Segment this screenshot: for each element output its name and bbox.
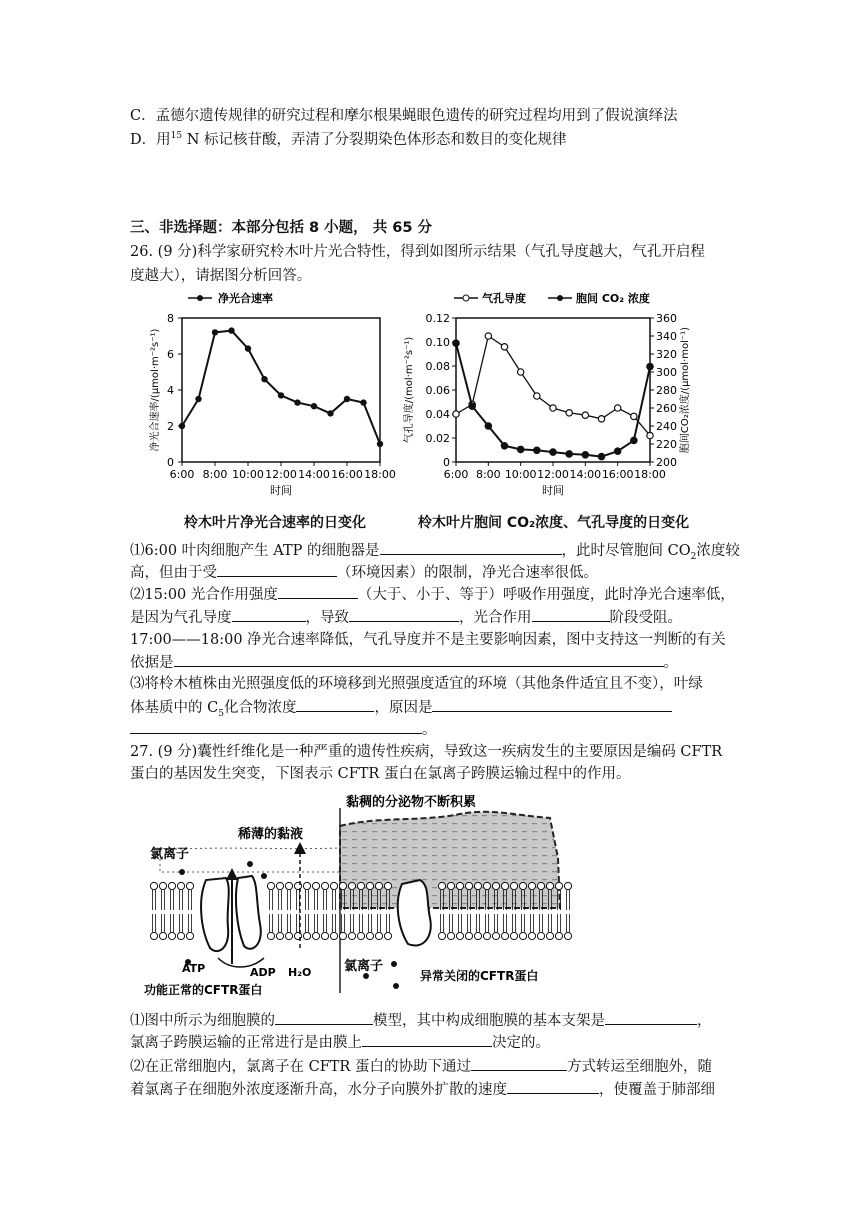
lipid-head [564, 882, 571, 889]
x-tick-label: 8:00 [202, 468, 228, 481]
q26-part2-line3: 17:00——18:00 净光合速率降低，气孔导度并不是主要影响因素，图中支持这一判断的有关 [130, 632, 726, 648]
legend-marker [463, 295, 469, 301]
data-point [245, 345, 251, 351]
lipid-head [465, 932, 472, 939]
lipid-head [159, 932, 166, 939]
answer-blank[interactable] [362, 1032, 492, 1047]
lipid-head [483, 932, 490, 939]
data-point [501, 344, 507, 350]
q26-part2-line4: 依据是 。 [130, 652, 678, 673]
q27-part1-line1: ⑴图中所示为细胞膜的 模型，其中构成细胞膜的基本支架是 ， [130, 1010, 712, 1031]
data-point [179, 423, 185, 429]
x-tick-label: 16:00 [601, 468, 634, 481]
y-right-tick-label: 340 [656, 330, 677, 343]
y-left-tick-label: 0.10 [425, 336, 450, 349]
abnormal-cftr-protein [398, 880, 431, 946]
lipid-head [537, 882, 544, 889]
data-point [598, 453, 604, 459]
data-point [453, 340, 459, 346]
y-right-tick-label: 300 [656, 366, 677, 379]
data-point [485, 333, 491, 339]
q27-part1-line2: 氯离子跨膜运输的正常进行是由膜上 决定的。 [130, 1032, 550, 1053]
y-right-tick-label: 280 [656, 384, 677, 397]
y-tick-label: 2 [167, 420, 174, 433]
chart2-caption: 柃木叶片胞间 CO₂浓度、气孔导度的日变化 [418, 515, 690, 531]
legend-label: 胞间 CO₂ 浓度 [576, 292, 650, 305]
data-point [598, 416, 604, 422]
q26-part2-line2: 是因为气孔导度 ，导致 ，光合作用 阶段受阻。 [130, 607, 682, 628]
data-point [566, 410, 572, 416]
chart1-caption: 柃木叶片净光合速率的日变化 [184, 515, 366, 531]
data-point [517, 446, 523, 452]
legend-marker [197, 295, 203, 301]
x-axis-label: 时间 [542, 484, 564, 497]
lipid-head [447, 882, 454, 889]
q26-part3-line1: ⑶将柃木植株由光照强度低的环境移到光照强度适宜的环境（其他条件适宜且不变），叶绿 [130, 676, 703, 692]
answer-blank[interactable] [296, 697, 374, 712]
data-point [517, 369, 523, 375]
q27-part2-line2: 着氯离子在细胞外浓度逐渐升高，水分子向膜外扩散的速度 ，使覆盖于肺部细 [130, 1079, 715, 1100]
q26-stem-line2: 度越大），请据图分析回答。 [130, 268, 312, 284]
data-point [195, 396, 201, 402]
lipid-head [537, 932, 544, 939]
label-atp: ATP [182, 962, 206, 975]
answer-blank[interactable] [278, 584, 358, 599]
lipid-head [348, 882, 355, 889]
x-tick-label: 14:00 [298, 468, 330, 481]
q27-part2-line1: ⑵在正常细胞内，氯离子在 CFTR 蛋白的协助下通过 方式转运至细胞外，随 [130, 1056, 712, 1077]
lipid-head [339, 932, 346, 939]
data-point [614, 405, 620, 411]
lipid-head [474, 932, 481, 939]
y-left-tick-label: 0.12 [425, 312, 450, 325]
series-line-intercellular-co2 [456, 343, 650, 456]
data-point [294, 399, 300, 405]
lipid-head [330, 882, 337, 889]
data-point [647, 432, 653, 438]
x-axis-label: 时间 [270, 484, 292, 497]
lipid-head [456, 882, 463, 889]
x-tick-label: 6:00 [169, 468, 195, 481]
answer-blank[interactable] [174, 652, 664, 667]
lipid-head [528, 882, 535, 889]
thick-mucus-region [340, 812, 560, 908]
y-right-tick-label: 320 [656, 348, 677, 361]
y-right-tick-label: 200 [656, 456, 677, 469]
label-thin-mucus: 稀薄的黏液 [238, 827, 304, 842]
lipid-head [528, 932, 535, 939]
label-adp: ADP [250, 966, 276, 979]
x-tick-label: 16:00 [331, 468, 363, 481]
x-tick-label: 10:00 [232, 468, 264, 481]
lipid-head [555, 882, 562, 889]
lipid-head [312, 932, 319, 939]
lipid-head [492, 932, 499, 939]
data-point [485, 423, 491, 429]
lipid-head [375, 882, 382, 889]
plot-frame [182, 318, 380, 462]
y-axis-label: 净光合速率/(μmol·m⁻²s⁻¹) [150, 328, 161, 452]
lipid-head [456, 932, 463, 939]
lipid-head [474, 882, 481, 889]
y-left-tick-label: 0.02 [425, 432, 450, 445]
lipid-head [438, 932, 445, 939]
data-point [377, 441, 383, 447]
data-point [614, 448, 620, 454]
legend-label: 净光合速率 [218, 292, 273, 305]
y-right-tick-label: 220 [656, 438, 677, 451]
normal-cftr-protein-right [236, 876, 261, 949]
label-abnormal-cftr: 异常关闭的CFTR蛋白 [420, 969, 539, 983]
lipid-head [384, 882, 391, 889]
x-tick-label: 12:00 [265, 468, 297, 481]
answer-blank[interactable] [217, 562, 337, 577]
data-point [278, 392, 284, 398]
lipid-head [501, 932, 508, 939]
lipid-head [186, 932, 193, 939]
q26-part3-line2: 体基质中的 $C_5$化合物浓度 ，原因是 [130, 697, 672, 718]
lipid-head [267, 882, 274, 889]
q26-part1-line2: 高，但由于受 （环境因素）的限制，净光合速率很低。 [130, 562, 598, 583]
lipid-head [366, 932, 373, 939]
lipid-head [438, 882, 445, 889]
lipid-head [510, 882, 517, 889]
lipid-head [276, 882, 283, 889]
data-point [534, 393, 540, 399]
y-right-tick-label: 240 [656, 420, 677, 433]
co2-stomatal-chart [396, 288, 714, 510]
data-point [631, 437, 637, 443]
section-heading: 三、非选择题：本部分包括 8 小题， 共 65 分 [130, 220, 433, 236]
lipid-head [177, 932, 184, 939]
lipid-head [519, 882, 526, 889]
data-point [228, 327, 234, 333]
lipid-head [330, 932, 337, 939]
lipid-head [186, 882, 193, 889]
lipid-head [285, 882, 292, 889]
plot-frame [456, 318, 650, 462]
lipid-head [366, 882, 373, 889]
lipid-head [168, 932, 175, 939]
lipid-head [492, 882, 499, 889]
lipid-head [555, 932, 562, 939]
y-tick-label: 0 [167, 456, 174, 469]
answer-blank[interactable] [349, 607, 459, 622]
y-right-tick-label: 260 [656, 402, 677, 415]
y-tick-label: 6 [167, 348, 174, 361]
data-point [550, 449, 556, 455]
lipid-head [150, 932, 157, 939]
label-thick-mucus: 黏稠的分泌物不断积累 [346, 795, 477, 810]
data-point [501, 443, 507, 449]
answer-blank[interactable] [471, 1056, 567, 1071]
q26-part2-line1: ⑵15:00 光合作用强度 （大于、小于、等于）呼吸作用强度，此时净光合速率低， [130, 584, 735, 605]
data-point [261, 376, 267, 382]
legend-label: 气孔导度 [482, 292, 526, 305]
lipid-head [510, 932, 517, 939]
q26-part3-line3: 。 [130, 719, 437, 740]
data-point [212, 329, 218, 335]
label-chloride-inside: 氯离子 [344, 959, 384, 974]
data-point [550, 405, 556, 411]
cftr-membrane-figure [140, 788, 580, 1000]
lipid-head [150, 882, 157, 889]
x-tick-label: 18:00 [634, 468, 666, 481]
lipid-head [312, 882, 319, 889]
lipid-head [357, 882, 364, 889]
data-point [582, 412, 588, 418]
lipid-head [546, 932, 553, 939]
data-point [453, 411, 459, 417]
normal-cftr-protein [201, 878, 229, 951]
label-chloride-outside: 氯离子 [150, 847, 190, 862]
lipid-head [357, 932, 364, 939]
data-point [360, 399, 366, 405]
lipid-head [177, 882, 184, 889]
y-tick-label: 8 [167, 312, 174, 325]
answer-blank[interactable] [532, 607, 610, 622]
data-point [582, 452, 588, 458]
lipid-head [384, 932, 391, 939]
q27-stem-line2: 蛋白的基因发生突变，下图表示 CFTR 蛋白在氯离子跨膜运输过程中的作用。 [130, 766, 631, 782]
lipid-head [321, 882, 328, 889]
lipid-head [465, 882, 472, 889]
lipid-head [483, 882, 490, 889]
q26-part1-line1: ⑴6:00 叶肉细胞产生 ATP 的细胞器是 ，此时尽管胞间 $CO_2$浓度较 [130, 540, 740, 561]
y-tick-label: 4 [167, 384, 174, 397]
option-c: C．孟德尔遗传规律的研究过程和摩尔根果蝇眼色遗传的研究过程均用到了假说演绎法 [130, 108, 678, 124]
lipid-head [339, 882, 346, 889]
answer-blank[interactable] [130, 719, 422, 734]
lipid-head [168, 882, 175, 889]
data-point [631, 413, 637, 419]
answer-blank[interactable] [275, 1010, 373, 1025]
lipid-head [303, 932, 310, 939]
x-tick-label: 10:00 [504, 468, 537, 481]
data-point [469, 403, 475, 409]
lipid-head [447, 932, 454, 939]
x-tick-label: 12:00 [537, 468, 569, 481]
label-normal-cftr: 功能正常的CFTR蛋白 [144, 983, 263, 997]
answer-blank[interactable] [432, 697, 672, 712]
x-tick-label: 14:00 [569, 468, 602, 481]
data-point [344, 396, 350, 402]
answer-blank[interactable] [605, 1010, 697, 1025]
y-left-tick-label: 0.08 [425, 360, 450, 373]
y-left-tick-label: 0 [443, 456, 450, 469]
y-left-tick-label: 0.06 [425, 384, 450, 397]
x-tick-label: 8:00 [475, 468, 501, 481]
lipid-head [321, 932, 328, 939]
series-line-net-photosynthesis [182, 331, 380, 444]
lipid-head [267, 932, 274, 939]
answer-blank[interactable] [232, 607, 306, 622]
x-tick-label: 6:00 [443, 468, 469, 481]
lipid-head [276, 932, 283, 939]
label-h2o: H₂O [288, 966, 312, 979]
q27-stem-line1: 27. (9 分)囊性纤维化是一种严重的遗传性疾病，导致这一疾病发生的主要原因是编码 CFTR [130, 744, 723, 760]
lipid-head [564, 932, 571, 939]
data-point [534, 447, 540, 453]
lipid-head [285, 932, 292, 939]
y-right-axis-label: 胞间CO₂浓度/(μmol·mol⁻¹) [680, 326, 691, 454]
lipid-head [159, 882, 166, 889]
x-tick-label: 18:00 [364, 468, 396, 481]
lipid-head [546, 882, 553, 889]
lipid-head [348, 932, 355, 939]
lipid-head [501, 882, 508, 889]
y-right-tick-label: 360 [656, 312, 677, 325]
lipid-head [375, 932, 382, 939]
answer-blank[interactable] [507, 1079, 599, 1094]
data-point [647, 363, 653, 369]
data-point [327, 410, 333, 416]
y-left-tick-label: 0.04 [425, 408, 450, 421]
net-photosynthesis-chart [148, 288, 410, 510]
q26-stem-line1: 26. (9 分)科学家研究柃木叶片光合特性，得到如图所示结果（气孔导度越大，气孔开启程 [130, 244, 705, 260]
data-point [566, 451, 572, 457]
legend-marker [557, 295, 563, 301]
option-d: D．用$^{15}$ N 标记核苷酸，弄清了分裂期染色体形态和数目的变化规律 [130, 131, 567, 148]
lipid-head [519, 932, 526, 939]
y-left-axis-label: 气孔导度/(mol·m⁻²s⁻¹) [404, 336, 415, 444]
data-point [311, 403, 317, 409]
answer-blank[interactable] [380, 540, 562, 555]
lipid-head [303, 882, 310, 889]
